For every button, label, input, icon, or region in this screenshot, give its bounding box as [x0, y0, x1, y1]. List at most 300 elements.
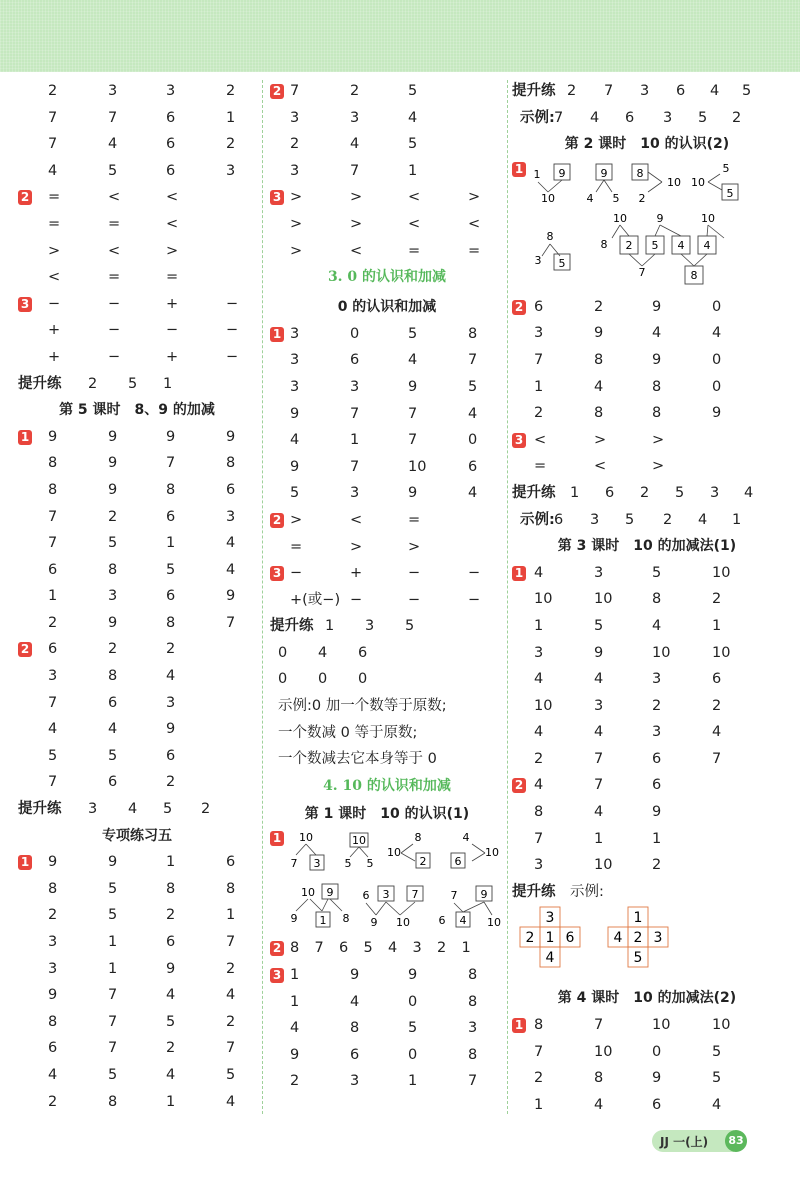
answer-value: >	[350, 215, 363, 232]
answer-row	[270, 131, 504, 158]
answer-row	[18, 610, 256, 637]
question-number-badge: 2	[270, 941, 284, 956]
answer-value: 2	[88, 375, 98, 392]
diagram-number: 8	[414, 831, 422, 845]
diagram-number: 4	[677, 238, 685, 252]
answer-row	[18, 264, 256, 291]
answer-value: 2	[166, 907, 176, 924]
example-line	[270, 746, 504, 773]
answer-value: 0	[358, 671, 368, 688]
answer-value: <	[408, 189, 421, 206]
answer-value: 4	[408, 109, 418, 126]
answer-value: 1	[166, 1093, 176, 1110]
cross-number: 2	[633, 930, 643, 947]
answer-value: 7	[350, 458, 360, 475]
answer-value: 8	[108, 1093, 118, 1110]
diagram-number: 4	[459, 914, 467, 928]
answer-value: 4	[712, 1096, 722, 1113]
answer-value: =	[290, 538, 303, 555]
answer-value: <	[48, 269, 61, 286]
answer-row	[512, 693, 782, 720]
answer-value: 7	[468, 352, 478, 369]
section-title: 专项练习五	[102, 827, 172, 844]
answer-value: 10	[408, 458, 427, 475]
diagram-line	[538, 182, 548, 192]
answer-value: 8	[166, 481, 176, 498]
diagram-number: 8	[636, 166, 644, 180]
answer-value: 7	[534, 351, 544, 368]
answer-value: 4	[652, 325, 662, 342]
answer-value: 9	[166, 428, 176, 445]
answer-value: 1	[461, 940, 471, 957]
answer-value: 4	[350, 993, 360, 1010]
answer-value: 6	[166, 508, 176, 525]
answer-value: 9	[226, 428, 236, 445]
question-number-badge: 1	[270, 327, 284, 342]
answer-row	[270, 534, 504, 561]
unit-title: 3. 0 的认识和加减	[327, 269, 447, 286]
answer-row	[512, 719, 782, 746]
answer-value: 4	[350, 136, 360, 153]
answer-value: 5	[408, 325, 418, 342]
answer-value: 7	[226, 614, 236, 631]
answer-value: 5	[108, 907, 118, 924]
answer-value: 6	[108, 774, 118, 791]
answer-row	[270, 666, 504, 693]
answer-value: +	[48, 348, 61, 365]
diagram-number: 10	[301, 886, 315, 900]
answer-row	[270, 184, 504, 211]
diagram-number: 7	[290, 857, 298, 871]
answer-value: 6	[226, 854, 236, 871]
diagram-number: 7	[411, 888, 419, 902]
diagram-number: 9	[558, 166, 566, 180]
answer-value: 2	[712, 697, 722, 714]
diagram-number: 2	[638, 191, 646, 205]
answer-value: 3	[108, 588, 118, 605]
answer-value: 8	[652, 591, 662, 608]
answer-row	[512, 453, 782, 480]
answer-value: 6	[166, 934, 176, 950]
answer-value: 7	[468, 1073, 478, 1090]
answer-value: 8	[290, 940, 300, 957]
answer-value: 4	[290, 1020, 300, 1037]
answer-row	[18, 769, 256, 796]
answer-row	[18, 956, 256, 983]
answer-value: 2	[166, 774, 176, 791]
answer-value: 1	[350, 432, 360, 449]
answer-row	[270, 105, 504, 132]
answer-value: 4	[48, 721, 58, 738]
answer-value: 8	[226, 880, 236, 897]
diagram-block	[512, 158, 782, 294]
answer-value: 6	[625, 109, 635, 126]
answer-value: 8	[48, 481, 58, 498]
answer-value: 6	[166, 109, 176, 126]
answer-value: 9	[594, 644, 604, 661]
answer-row	[270, 1042, 504, 1069]
answer-value: 2	[226, 136, 236, 153]
lesson-title: 第 5 课时 8、9 的加减	[59, 402, 215, 419]
answer-value: 8	[226, 455, 236, 472]
answer-value: −	[226, 348, 239, 365]
answer-value: <	[594, 458, 607, 475]
answer-value: 6	[712, 671, 722, 688]
answer-value: 6	[166, 136, 176, 153]
answer-value: <	[350, 242, 363, 259]
answer-value: 4	[594, 1096, 604, 1113]
answer-value: 5	[408, 1020, 418, 1037]
answer-row	[270, 78, 504, 105]
answer-value: 6	[358, 644, 368, 661]
answer-value: 4	[226, 1093, 236, 1110]
diagram-number: 5	[558, 256, 566, 270]
answer-value: −	[408, 565, 421, 582]
example-label: 示例:	[570, 883, 604, 900]
diagram-number: 7	[638, 265, 646, 279]
answer-row	[512, 666, 782, 693]
question-number-badge: 3	[512, 433, 526, 448]
tisheng-row	[512, 105, 782, 132]
answer-value: 8	[108, 668, 118, 685]
diagram-number: 1	[319, 914, 327, 928]
answer-value: 6	[350, 352, 360, 369]
diagram-line	[463, 902, 484, 912]
answer-value: =	[534, 458, 547, 475]
answer-row	[18, 530, 256, 557]
diagram-line	[542, 244, 550, 256]
answer-value: 1	[226, 109, 236, 126]
answer-value: 3	[166, 694, 176, 711]
answer-value: 8	[652, 378, 662, 395]
answer-value: 1	[712, 617, 722, 634]
diagram-line	[681, 254, 694, 266]
answer-value: 8	[594, 1070, 604, 1087]
answer-value: −	[408, 591, 421, 608]
answer-value: 6	[226, 481, 236, 498]
answer-value: 7	[48, 774, 58, 791]
diagram-number: 3	[313, 857, 321, 871]
tisheng-label: 提升练	[18, 375, 62, 392]
diagram-number: 10	[667, 175, 681, 189]
answer-value: 9	[226, 588, 236, 605]
answer-value: 4	[534, 724, 544, 741]
answer-value: 9	[290, 405, 300, 422]
answer-value: >	[48, 242, 61, 259]
answer-row	[270, 1015, 504, 1042]
answer-value: 4	[48, 1066, 58, 1083]
answer-value: 1	[325, 618, 335, 635]
answer-value: 5	[108, 535, 118, 552]
cross-number: 2	[525, 930, 535, 947]
answer-row	[270, 211, 504, 238]
answer-row	[18, 1089, 256, 1116]
column-divider	[507, 80, 508, 1114]
answer-value: −	[468, 565, 481, 582]
answer-value: 3	[652, 671, 662, 688]
diagram-line	[707, 225, 708, 236]
answer-value: +(或−)	[290, 591, 341, 608]
cross-number: 5	[633, 950, 643, 967]
answer-value: 5	[408, 83, 418, 99]
diagram-line	[376, 902, 386, 915]
answer-value: >	[290, 189, 303, 206]
answer-value: 9	[290, 458, 300, 475]
answer-value: 10	[594, 591, 613, 608]
answer-value: 8	[48, 455, 58, 472]
answer-row	[512, 772, 782, 799]
answer-value: 5	[468, 378, 478, 395]
lesson-title: 0 的认识和加减	[337, 299, 437, 316]
tisheng-row	[512, 480, 782, 507]
answer-value: 4	[594, 804, 604, 821]
question-number-badge: 2	[270, 513, 284, 528]
answer-row	[18, 78, 256, 105]
answer-row	[18, 557, 256, 584]
answer-value: 0	[350, 325, 360, 342]
answer-value: 5	[594, 617, 604, 634]
diagram-line	[310, 899, 322, 911]
answer-value: 3	[594, 564, 604, 581]
answer-value: 2	[108, 508, 118, 525]
answer-value: −	[468, 591, 481, 608]
answer-value: 2	[108, 641, 118, 658]
answer-value: 5	[712, 1043, 722, 1060]
answer-value: 6	[652, 777, 662, 794]
answer-value: 3	[590, 511, 600, 528]
answer-row	[18, 929, 256, 956]
answer-value: 4	[698, 511, 708, 528]
diagram-line	[642, 254, 655, 266]
answer-row	[18, 105, 256, 132]
answer-value: <	[350, 511, 363, 528]
page-number: 83	[725, 1130, 747, 1152]
answer-value: 0	[278, 644, 288, 661]
answer-row	[18, 317, 256, 344]
answer-row	[18, 131, 256, 158]
answer-value: 2	[226, 83, 236, 99]
answer-value: 3	[412, 940, 422, 957]
answer-row	[18, 477, 256, 504]
answer-value: 8	[534, 804, 544, 821]
question-number-badge: 2	[18, 642, 32, 657]
answer-row	[18, 743, 256, 770]
answer-value: 6	[468, 458, 478, 475]
answer-value: 3	[534, 325, 544, 342]
answer-value: 1	[732, 511, 742, 528]
diagram-block	[270, 827, 504, 935]
answer-row	[512, 320, 782, 347]
answer-row	[512, 1039, 782, 1066]
diagram-line	[322, 899, 328, 911]
diagram-number: 5	[722, 161, 730, 175]
diagram-number: 10	[487, 916, 501, 930]
diagram-number: 10	[299, 831, 313, 845]
question-number-badge: 1	[270, 831, 284, 846]
diagram-number: 5	[366, 857, 374, 871]
answer-value: 5	[166, 1013, 176, 1030]
answer-value: 5	[405, 618, 415, 635]
diagram-line	[472, 853, 485, 861]
answer-value: −	[226, 295, 239, 312]
answer-row	[512, 799, 782, 826]
answer-row	[512, 400, 782, 427]
answer-value: 3	[88, 801, 98, 818]
answer-value: 4	[290, 432, 300, 449]
diagram-line	[296, 899, 308, 911]
answer-value: 2	[226, 1013, 236, 1030]
answer-value: 10	[652, 644, 671, 661]
answer-value: 10	[712, 644, 731, 661]
diagram-number: 4	[703, 238, 711, 252]
answer-value: 6	[652, 750, 662, 767]
answer-row	[18, 663, 256, 690]
answer-value: 4	[652, 617, 662, 634]
answer-value: 4	[166, 1066, 176, 1083]
diagram-number: 6	[438, 914, 446, 928]
answer-value: 6	[166, 588, 176, 605]
answer-value: 4	[226, 561, 236, 578]
tisheng-row	[512, 879, 782, 906]
diagram-number: 6	[454, 855, 462, 869]
answer-value: 3	[290, 109, 300, 126]
answer-row	[512, 1065, 782, 1092]
answer-value: <	[166, 215, 179, 232]
answer-value: 3	[350, 485, 360, 502]
answer-value: 1	[594, 830, 604, 847]
answer-row	[18, 158, 256, 185]
answer-value: 4	[710, 83, 720, 99]
answer-value: −	[108, 295, 121, 312]
answer-value: 9	[652, 298, 662, 315]
answer-row	[512, 294, 782, 321]
answer-value: +	[350, 565, 363, 582]
answer-value: 4	[318, 644, 328, 661]
answer-value: −	[166, 322, 179, 339]
answer-value: =	[166, 269, 179, 286]
answer-value: 4	[534, 564, 544, 581]
answer-value: 7	[594, 750, 604, 767]
diagram-number: 9	[326, 886, 334, 900]
answer-value: 10	[534, 697, 553, 714]
answer-value: 1	[534, 1096, 544, 1113]
answer-value: <	[108, 242, 121, 259]
question-number-badge: 1	[18, 430, 32, 445]
answer-value: 5	[742, 83, 752, 99]
answer-row	[270, 238, 504, 265]
answer-value: 4	[408, 352, 418, 369]
answer-value: 7	[48, 136, 58, 153]
cross-number: 3	[545, 910, 555, 927]
cross-number: 6	[565, 930, 575, 947]
answer-value: >	[408, 538, 421, 555]
answer-value: 4	[468, 405, 478, 422]
answer-value: 6	[652, 1096, 662, 1113]
answer-value: 1	[534, 378, 544, 395]
answer-value: 4	[166, 668, 176, 685]
answer-value: 1	[226, 907, 236, 924]
answer-row	[270, 321, 504, 348]
diagram-number: 5	[612, 191, 620, 205]
answer-row	[512, 347, 782, 374]
answer-value: 7	[108, 1013, 118, 1030]
answer-value: 6	[48, 561, 58, 578]
answer-value: 7	[48, 535, 58, 552]
answer-value: 7	[408, 405, 418, 422]
answer-row	[18, 982, 256, 1009]
answer-value: 7	[48, 109, 58, 126]
answer-row	[270, 374, 504, 401]
answer-row	[512, 1092, 782, 1119]
diagram-line	[359, 847, 368, 857]
answer-value: 5	[652, 564, 662, 581]
answer-value: 6	[48, 1040, 58, 1057]
answer-value: 2	[48, 614, 58, 631]
answer-row	[512, 826, 782, 853]
answer-value: 9	[594, 325, 604, 342]
answer-value: 10	[594, 857, 613, 874]
tisheng-label: 提升练	[512, 883, 556, 900]
answer-value: 7	[350, 405, 360, 422]
answer-value: 5	[698, 109, 708, 126]
answer-value: −	[226, 322, 239, 339]
answer-value: 10	[594, 1043, 613, 1060]
answer-value: 7	[108, 987, 118, 1004]
answer-value: +	[166, 295, 179, 312]
answer-value: <	[166, 189, 179, 206]
cross-number: 4	[613, 930, 623, 947]
answer-row	[512, 427, 782, 454]
question-number-badge: 1	[512, 566, 526, 581]
answer-value: 2	[350, 83, 360, 99]
diagram-line	[708, 182, 722, 190]
answer-value: 6	[534, 298, 544, 315]
answer-value: 2	[732, 109, 742, 126]
diagram-number: 1	[533, 167, 541, 181]
answer-value: 4	[534, 777, 544, 794]
answer-value: 2	[534, 405, 544, 422]
answer-value: 4	[108, 721, 118, 738]
answer-value: =	[408, 242, 421, 259]
answer-value: 9	[350, 967, 360, 984]
answer-value: 1	[534, 617, 544, 634]
answer-value: 2	[652, 697, 662, 714]
cross-number: 4	[545, 950, 555, 967]
answer-row	[270, 989, 504, 1016]
answer-value: 6	[676, 83, 686, 99]
answer-value: =	[408, 511, 421, 528]
answer-value: 3	[534, 857, 544, 874]
tisheng-row	[512, 78, 782, 105]
answer-row	[270, 507, 504, 534]
answer-row	[270, 640, 504, 667]
diagram-number: 9	[656, 211, 664, 225]
answer-value: 3	[350, 1073, 360, 1090]
answer-value: <	[534, 431, 547, 448]
diagram-number: 8	[342, 912, 350, 926]
answer-row	[18, 849, 256, 876]
answer-value: 8	[594, 351, 604, 368]
answer-value: 4	[744, 484, 754, 501]
answer-value: 4	[590, 109, 600, 126]
answer-value: 2	[567, 83, 577, 99]
answer-value: 4	[226, 987, 236, 1004]
answer-value: 10	[534, 591, 553, 608]
answer-value: 2	[652, 857, 662, 874]
answer-row	[270, 158, 504, 185]
answer-column-2	[270, 78, 504, 1118]
answer-value: 1	[48, 588, 58, 605]
